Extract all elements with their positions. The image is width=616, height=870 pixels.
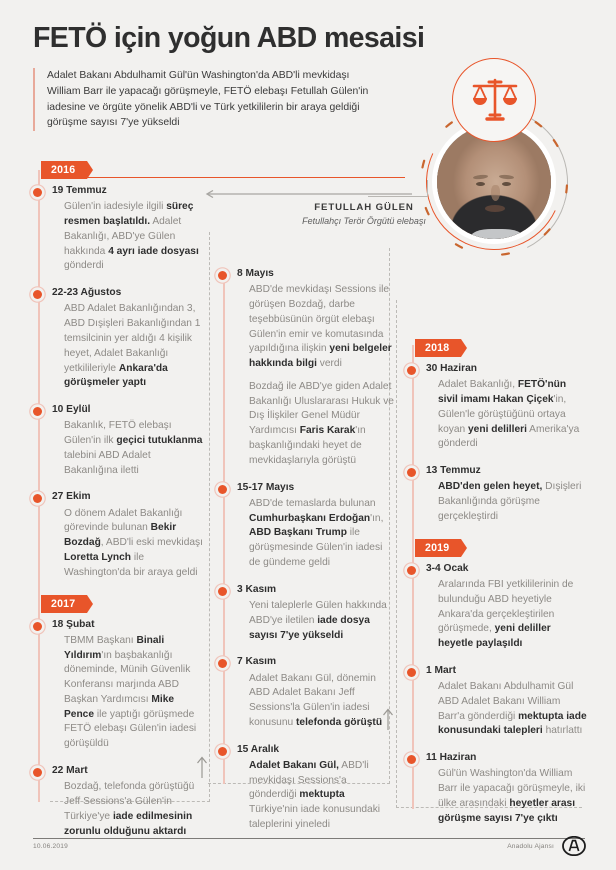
- timeline-entry: [402, 665, 588, 739]
- timeline-dot: [33, 494, 42, 503]
- timeline-entry: [402, 363, 588, 452]
- timeline-column-1: [28, 160, 206, 852]
- entry-paragraph: Bozdağ ile ABD'ye giden Adalet Bakanlığı Uluslararası Hukuk ve Dış İlişkiler Genel Müdür Yardımcısı Faris Karak'ın başkanlığındaki heyet de mevkidaşlarıyla görüştü: [249, 380, 394, 466]
- portrait-role: Fetullahçı Terör Örgütü elebaşı: [302, 216, 426, 226]
- entry-body: Bakanlık, FETÖ elebaşı Gülen'in ilk geçici tutuklanma talebini ABD Adalet Bakanlığına iletti: [64, 420, 203, 476]
- timeline-dot: [407, 668, 416, 677]
- timeline-entry: [28, 287, 206, 391]
- entry-date: 15-17 Mayıs: [237, 481, 295, 493]
- entry-body: Adalet Bakanı Gül, ABD'li mevkidaşı Sessions'a gönderdiği mektupta Türkiye'nin iade konusundaki taleplerini yineledi: [249, 759, 381, 831]
- timeline-entry: [28, 404, 206, 478]
- timeline-dot: [33, 768, 42, 777]
- timeline-dot: [218, 485, 227, 494]
- entry-date: 18 Şubat: [52, 618, 95, 630]
- timeline-dot: [33, 622, 42, 631]
- timeline-column-2: [213, 160, 395, 846]
- timeline-columns: [0, 160, 616, 837]
- entry-date: 19 Temmuz: [52, 185, 107, 196]
- entry-date: 27 Ekim: [52, 491, 91, 503]
- timeline-entry: [402, 563, 588, 652]
- entry-body: Adalet Bakanı Gül, dönemin ABD Adalet Bakanı Jeff Sessions'la Gülen'in iadesi konusunu telefonda görüştü: [249, 672, 383, 728]
- avatar: [437, 125, 551, 239]
- year-badge-2018: 2018: [415, 339, 461, 357]
- timeline-entry: [213, 584, 395, 644]
- entry-date: 3 Kasım: [237, 583, 277, 595]
- entry-body: ABD'den gelen heyet, Dışişleri Bakanlığında görüşme gerçekleştirdi: [438, 481, 582, 522]
- entry-date: 3-4 Ocak: [426, 562, 469, 574]
- timeline-dot: [407, 468, 416, 477]
- entry-body: Bozdağ, telefonda görüştüğü Jeff Sessions'a Gülen'in Türkiye'ye iade edilmesinin zorunlu olduğunu aktardı: [64, 781, 195, 837]
- timeline-dot: [33, 188, 42, 197]
- entry-date: 10 Eylül: [52, 404, 91, 416]
- footer-agency-name: Anadolu Ajansı: [507, 843, 554, 850]
- year-badge-2019: 2019: [415, 539, 461, 557]
- caption-connector-line-vertical: [427, 180, 428, 197]
- entry-date: 1 Mart: [426, 664, 457, 676]
- entry-date: 13 Temmuz: [426, 465, 481, 477]
- year-badge-2017: 2017: [41, 595, 87, 613]
- portrait-name: FETULLAH GÜLEN: [314, 202, 414, 213]
- intro-paragraph: Adalet Bakanı Abdulhamit Gül'ün Washington'da ABD'li mevkidaşı William Barr ile yapacağı görüşmeyle, FETÖ elebaşı Fetullah Gülen'in iadesine ve örgüte yönelik ABD'li ve Türk yetkililerin bir araya geldiği görüşme sayısı 7'ye yükseldi: [33, 68, 378, 131]
- timeline-entry: [213, 744, 395, 833]
- page-title: FETÖ için yoğun ABD mesaisi: [33, 22, 425, 54]
- entry-date: 7 Kasım: [237, 656, 277, 668]
- entry-body: Adalet Bakanı Abdulhamit Gül ABD Adalet Bakanı William Barr'a gönderdiği mektupta iade konusundaki talepleri hatırlattı: [438, 681, 587, 737]
- entry-date: 22-23 Ağustos: [52, 287, 122, 299]
- entry-date: 30 Haziran: [426, 363, 477, 374]
- timeline-dot: [218, 659, 227, 668]
- entry-date: 8 Mayıs: [237, 268, 274, 279]
- aa-logo: [562, 836, 586, 856]
- entry-body: Yeni taleplerle Gülen hakkında ABD'ye iletilen iade dosya sayısı 7'ye yükseldi: [249, 599, 387, 641]
- entry-paragraph: ABD'de mevkidaşı Sessions ile görüşen Bozdağ, darbe teşebbüsünün örgüt elebaşı Gülen'in emir ve komutasında yapıldığına ilişkin yeni belgeler hakkında bilgi verdi: [249, 284, 392, 370]
- portrait-caption: [300, 202, 428, 226]
- entry-body: Gül'ün Washington'da William Barr ile yapacağı görüşmeyle, iki ülke arasındaki heyetler arası görüşme sayısı 7'ye çıktı: [438, 768, 586, 824]
- timeline-entry: [28, 765, 206, 839]
- timeline-entry: [28, 491, 206, 580]
- entry-body: O dönem Adalet Bakanlığı görevinde bulunan Bekir Bozdağ, ABD'li eski mevkidaşı Loretta Lynch ile Washington'da bir araya geldi: [64, 507, 203, 578]
- timeline-dot: [218, 271, 227, 280]
- timeline-entry: [402, 465, 588, 525]
- flow-arrow-up-2: [382, 708, 394, 730]
- timeline-column-3: [402, 160, 588, 840]
- timeline-dot: [218, 587, 227, 596]
- flow-arrow-up-1: [196, 756, 208, 778]
- entry-body: Aralarında FBI yetkililerinin de bulunduğu ABD heyetiyle Ankara'da gerçekleştirilen görüşmede, yeni deliller heyetle paylaşıldı: [438, 578, 574, 650]
- timeline-entry: [402, 752, 588, 826]
- footer-date: 10.06.2019: [33, 843, 69, 850]
- year-badge-2016: 2016: [41, 161, 87, 179]
- timeline-dot: [407, 755, 416, 764]
- entry-date: 11 Haziran: [426, 752, 477, 764]
- timeline-dot: [407, 566, 416, 575]
- timeline-entry: [213, 656, 395, 730]
- timeline-dot: [33, 407, 42, 416]
- timeline-entry: [28, 619, 206, 752]
- footer-divider: [33, 838, 585, 839]
- timeline-entry: [28, 185, 206, 274]
- entry-body: TBMM Başkanı Binali Yıldırım'ın başbakanlığı döneminde, Münih Güvenlik Konferansı marjında ABD Başkan Yardımcısı Mike Pence ile yaptığı görüşmede FETÖ elebaşı Gülen'in iadesi görüşüldü: [64, 634, 197, 750]
- entry-body: ABD'de temaslarda bulunan Cumhurbaşkanı Erdoğan'ın, ABD Başkanı Trump ile görüşmesinde Gülen'in iadesi de gündeme geldi: [249, 497, 384, 568]
- caption-connector-line: [368, 196, 428, 197]
- entry-date: 22 Mart: [52, 765, 88, 777]
- scales-of-justice-icon: [452, 58, 536, 142]
- timeline-dot: [33, 290, 42, 299]
- entry-body: Gülen'in iadesiyle ilgili süreç resmen başlatıldı. Adalet Bakanlığı, ABD'ye Gülen hakkında 4 ayrı iade dosyası gönderdi: [64, 201, 199, 272]
- timeline-dot: [407, 366, 416, 375]
- entry-body: Adalet Bakanlığı, FETÖ'nün sivil imamı Hakan Çiçek'in, Gülen'le görüştüğünü ortaya koyan yeni delilleri Amerika'ya gönderdi: [438, 379, 580, 450]
- entry-body: [237, 283, 395, 468]
- timeline-entry: [213, 482, 395, 571]
- timeline-dot: [218, 747, 227, 756]
- entry-body: ABD Adalet Bakanlığından 3, ABD Dışişleri Bakanlığından 1 temsilcinin yer aldığı 4 kişilik heyet, Adalet Bakanlığı yetkilileriyle Ankara'da görüşmeler yaptı: [64, 303, 201, 389]
- timeline-entry: [213, 268, 395, 469]
- entry-date: 15 Aralık: [237, 743, 280, 755]
